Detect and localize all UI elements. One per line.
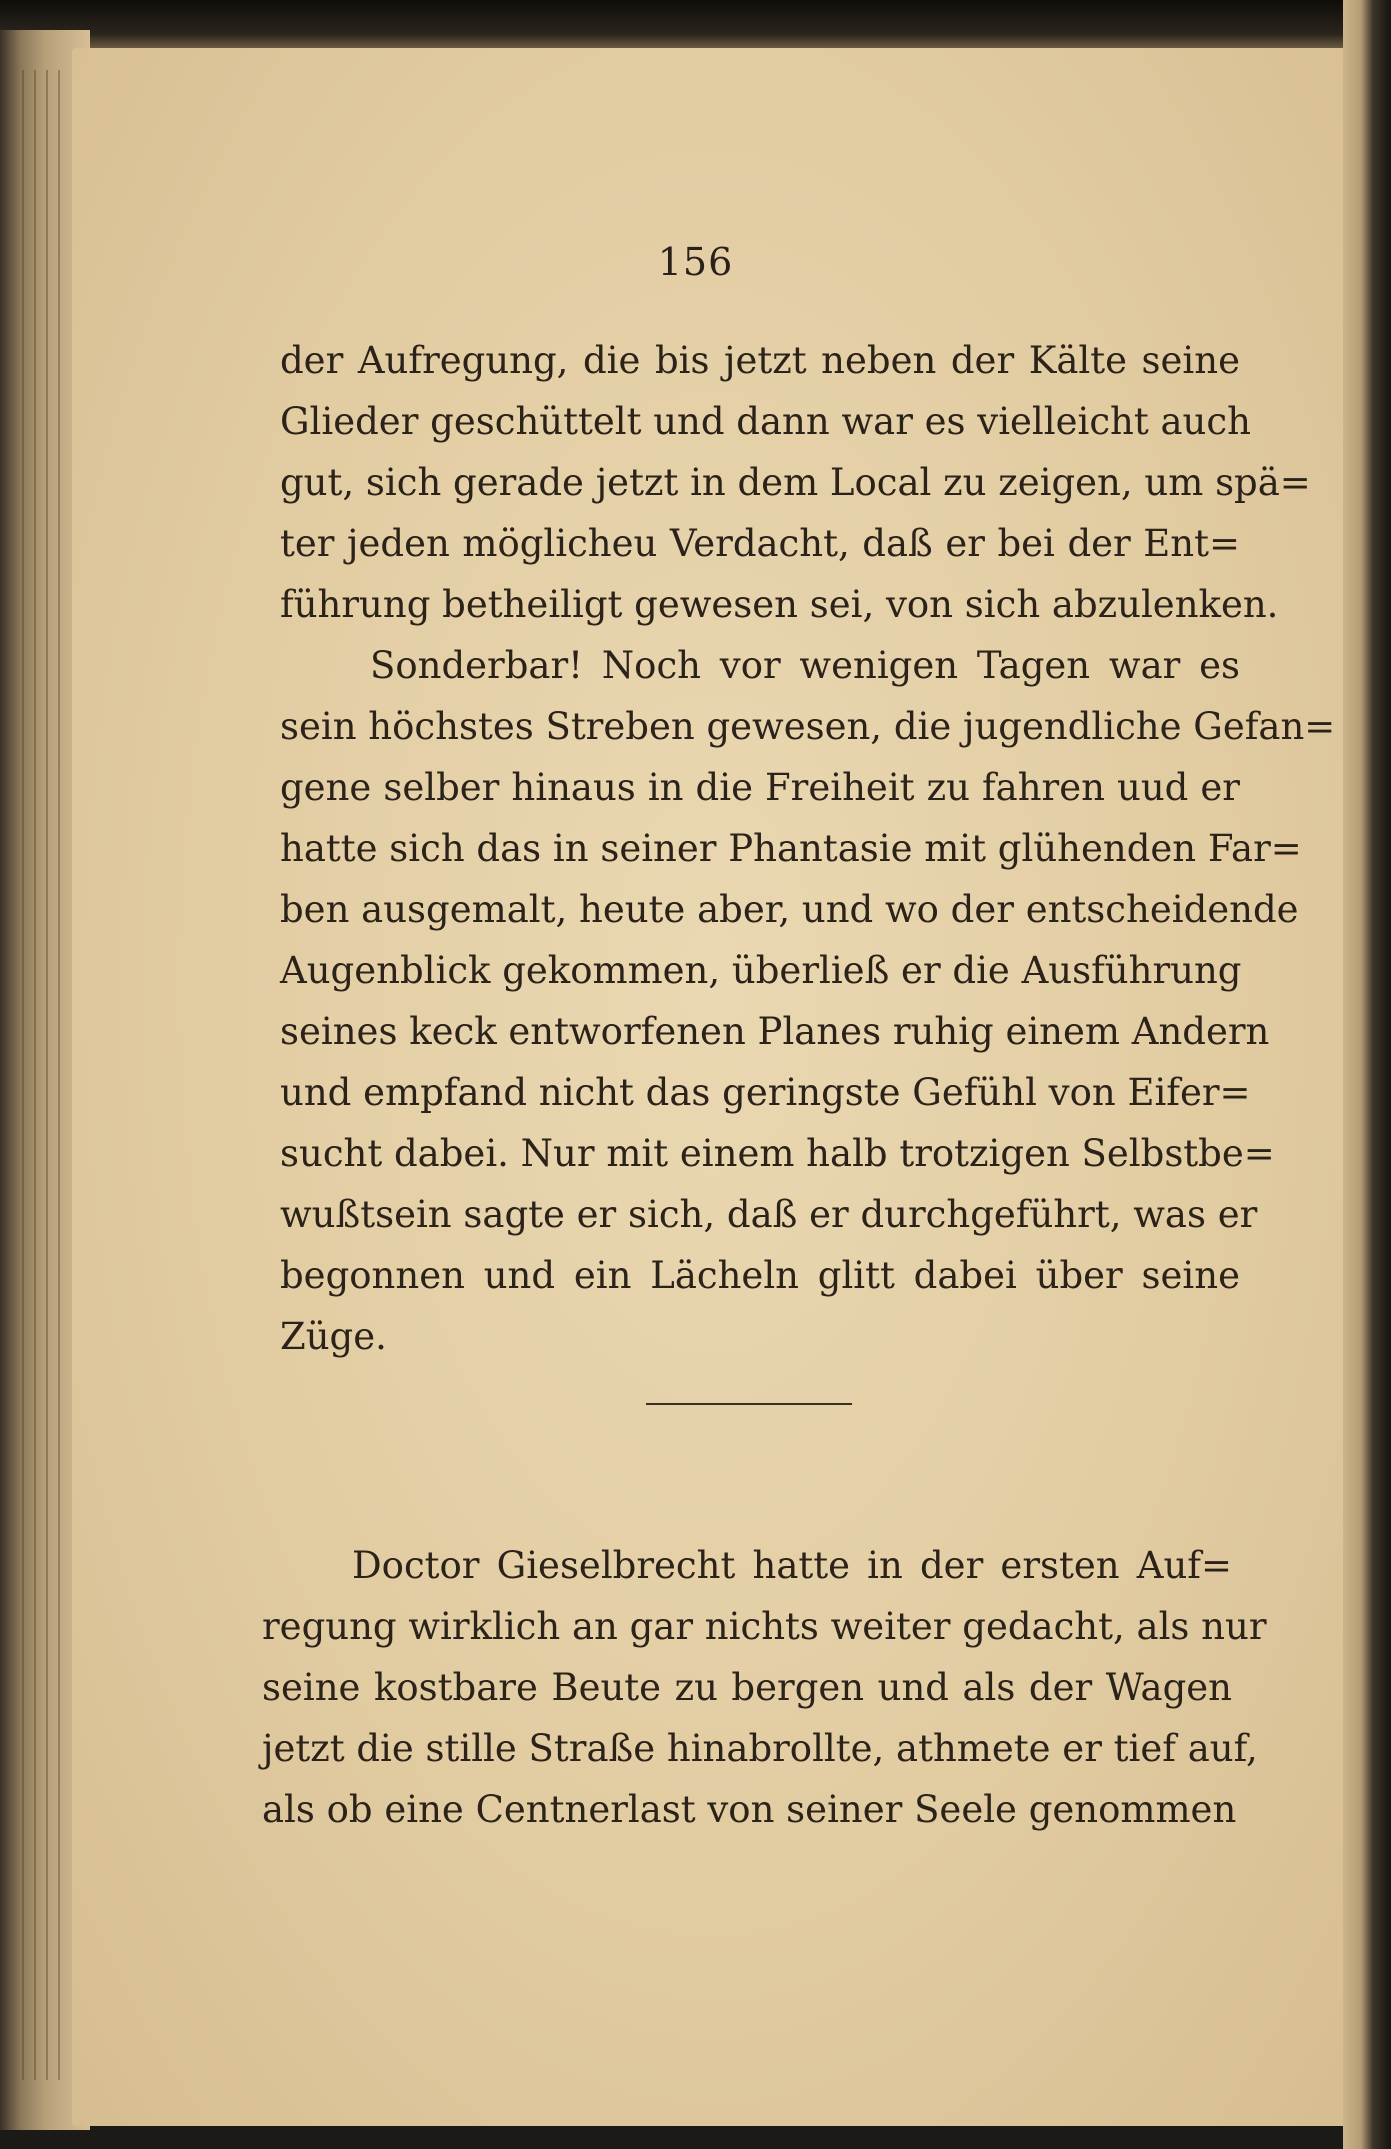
text-line: als ob eine Centnerlast von seiner Seele genommen: [262, 1788, 1237, 1831]
page-number: 156: [657, 240, 734, 284]
text-line: ter jeden möglicheu Verdacht, daß er bei der Ent=: [280, 522, 1240, 565]
page-stack-line: [58, 70, 60, 2080]
text-line: regung wirklich an gar nichts weiter gedacht, als nur: [262, 1605, 1267, 1648]
page-stack-line: [46, 70, 48, 2080]
text-line: wußtsein sagte er sich, daß er durchgeführt, was er: [280, 1193, 1258, 1236]
text-line: der Aufregung, die bis jetzt neben der Kälte seine: [280, 339, 1240, 382]
text-line: ben ausgemalt, heute aber, und wo der entscheidende: [280, 888, 1299, 931]
page-stack-line: [22, 70, 24, 2080]
text-line: begonnen und ein Lächeln glitt dabei über seine: [280, 1254, 1240, 1297]
text-line: hatte sich das in seiner Phantasie mit glühenden Far=: [280, 827, 1302, 870]
text-line: Doctor Gieselbrecht hatte in der ersten Auf=: [352, 1544, 1232, 1587]
text-line: Glieder geschüttelt und dann war es vielleicht auch: [280, 400, 1251, 443]
text-block-upper: [280, 330, 1336, 1367]
section-separator: [646, 1403, 852, 1405]
text-line: sucht dabei. Nur mit einem halb trotzigen Selbstbe=: [280, 1132, 1275, 1175]
text-line: und empfand nicht das geringste Gefühl von Eifer=: [280, 1071, 1251, 1114]
text-line: gene selber hinaus in die Freiheit zu fahren uud er: [280, 766, 1240, 809]
text-line: seines keck entworfenen Planes ruhig einem Andern: [280, 1010, 1270, 1053]
text-line: gut, sich gerade jetzt in dem Local zu zeigen, um spä=: [280, 461, 1311, 504]
text-line: sein höchstes Streben gewesen, die jugendliche Gefan=: [280, 705, 1336, 748]
text-block-lower: [262, 1535, 1267, 1840]
text-line: Augenblick gekommen, überließ er die Ausführung: [280, 949, 1242, 992]
right-binding-edge: [1343, 0, 1391, 2149]
text-line: Züge.: [280, 1315, 387, 1358]
page-stack-line: [34, 70, 36, 2080]
text-line: führung betheiligt gewesen sei, von sich abzulenken.: [280, 583, 1279, 626]
text-line: Sonderbar! Noch vor wenigen Tagen war es: [370, 644, 1240, 687]
text-line: seine kostbare Beute zu bergen und als der Wagen: [262, 1666, 1232, 1709]
top-dark-edge: [0, 0, 1391, 48]
text-line: jetzt die stille Straße hinabrollte, athmete er tief auf,: [262, 1727, 1258, 1770]
